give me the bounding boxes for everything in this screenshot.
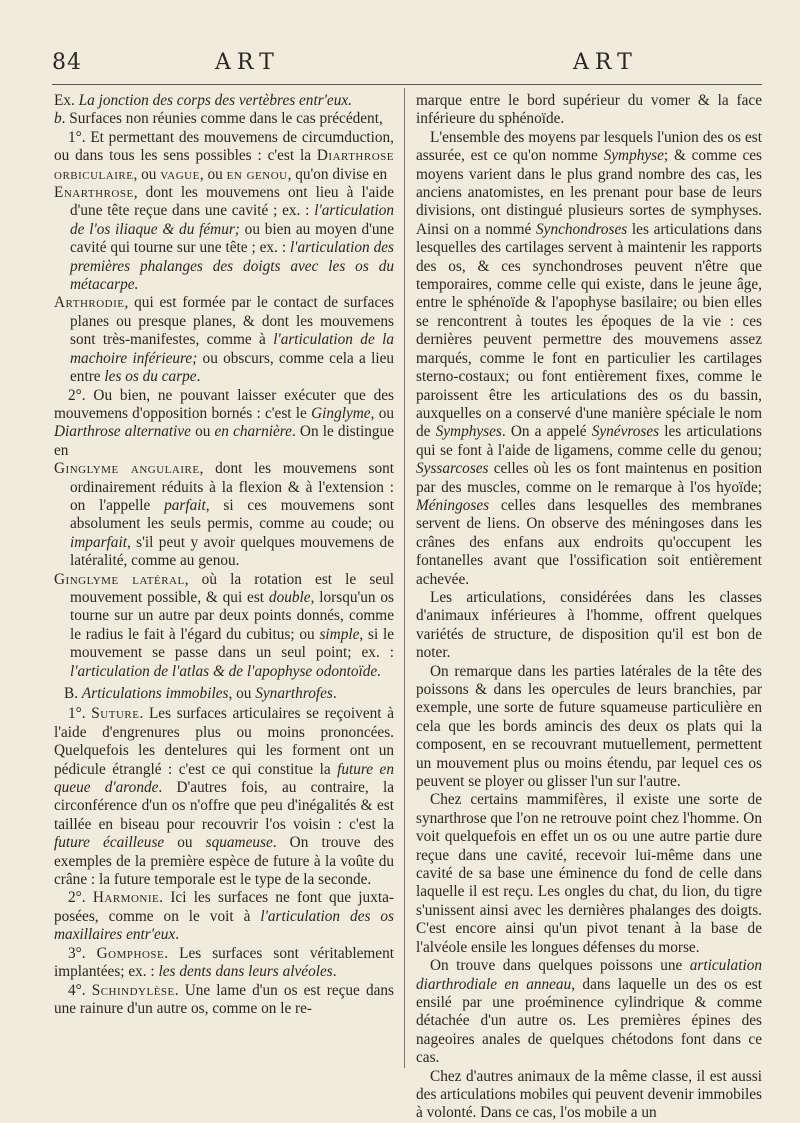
text-run: Les articulations, considérées dans les classes d'animaux inférieures à l'homme, offrent quelques variétés de structure, de disposition qu'il est bon de noter. [416,588,762,662]
text-run: L'ensemble des moyens par lesquels l'union des os est assurée, est ce qu'on nomme [416,128,762,165]
text-run: . [175,926,180,944]
text-run: Ex. [54,92,79,109]
text-run: ou obscurs, comme cela a lieu entre [70,349,395,386]
paragraph [54,294,394,386]
paragraph [54,387,394,461]
text-run: , qui est formée par le contact de surfaces planes ou presque planes, & dont les mouvemens sont très-manifestes, comme à [70,294,394,349]
text-run: . [332,963,337,981]
text-run: , ou [370,404,394,422]
italic-text: l'articulation de l'atlas & de l'apophyse odontoïde. [70,662,382,680]
text-run: . On le distingue en [54,423,394,459]
paragraph [54,982,394,1019]
term-heading: Enarthrose [54,184,134,202]
italic-text: future écailleuse [54,834,165,852]
text-run: . Ici les surfaces ne font que juxta-posées, comme on le voit à [54,889,394,925]
text-run: Chez certains mammifères, il existe une sorte de synarthrose que l'on ne retrouve point chez l'homme. On voit quelquefois en effet un os ou une autre partie dure reçue dans une cavité, recevoir lui-même dans une cavité de sa base une éminence du fond de celle dans laquelle il est reçu. Les ongles du chat, du lion, du tigre s'unissent ainsi avec les dernières phalanges des doigts. C'est encore ainsi qu'un pivot tenant à la base de l'alvéole ensile les longues défenses du morse. [416,791,762,956]
page-number: 84 [52,50,82,75]
italic-text: Synchondroses [536,220,628,238]
text-run: . Les surfaces articulaires se reçoivent à l'aide d'engrenures plus ou moins prononcées. Quelquefois les dentelures qui les forment ont un pédicule étranglé : c'est ce qui constitue la [54,705,394,778]
left-column [54,92,394,1018]
text-run: celles dans lesquelles des membranes servent de liens. On observe des méningoses dans les crânes des enfans aux endroits qu'occupent les fontanelles avant que l'ossification soit entièrement achevée. [416,496,762,588]
italic-text: les os du carpe [104,368,197,386]
text-run: 2°. Ou bien, ne pouvant laisser exécuter que des mouvemens d'opposition bornés : c'est le [54,386,394,422]
term-heading: Suture [91,705,140,723]
italic-text: Symphyses [435,423,502,441]
term-heading: Schindylèse [91,981,175,999]
italic-text: imparfait [70,533,127,551]
italic-text: b [54,110,62,128]
text-run: les articulations qui se font à l'aide de ligamens, comme celle du genou; [416,423,762,459]
text-run: 1°. [68,705,92,723]
text-run: . [196,368,201,386]
italic-text: Symphyse [603,147,664,165]
italic-text: articulation diarthrodiale en anneau [416,957,762,993]
text-run: , ou [228,685,256,702]
italic-text: Synarthrofes [255,685,333,702]
text-run: ou [164,834,206,852]
italic-text: Synévroses [591,423,660,441]
paragraph [54,571,394,681]
text-run: , s'il peut y avoir quelques mouvemens de latéralité, comme au genou. [70,533,394,570]
italic-text: Ginglyme [311,404,371,422]
text-run: marque entre le bord supérieur du vomer & la face inférieure du sphénoïde. [416,92,762,128]
italic-text: les dents dans leurs alvéoles [158,963,333,981]
text-run: . D'autres fois, au contraire, la circonférence d'un os n'offre que peu d'inégalités & est taillée en biseau pour recouvrir l'os voisin : c'est la [54,779,394,833]
italic-text: La jonction des corps des vertèbres entr'eux. [78,92,352,109]
term-heading: Arthrodie [54,294,125,312]
running-title-right: ART [573,50,638,75]
paragraph [416,92,762,129]
italic-text: Articulations immobiles [81,685,229,702]
italic-text: l'articulation de l'os iliaque & du fémur; [70,202,394,238]
text-run: On remarque dans les parties latérales de la tête des poissons & dans les opercules de leurs branchies, par exemple, une sorte de future squameuse particulière en cela que les bords amincis des deux os plats qui la composent, en se recouvrant mutuellement, permettent un mouvement plus ou moins étendu, par lequel ces os peuvent se ployer ou glisser l'un sur l'autre. [416,662,762,791]
column-divider [404,88,405,1068]
paragraph [416,129,762,589]
text-run: ; & comme ces moyens varient dans le plus grand nombre des cas, les anciens anatomistes, en les prenant pour base de leurs divisions, ont distingué plusieurs sortes de symphyses. Ainsi on a nommé [416,147,762,238]
text-run: , si le mouvement se passe dans un seul point; ex. : [70,625,395,662]
text-run: On trouve dans quelques poissons une [430,957,690,975]
text-run: , dont les mouvemens ont lieu à l'aide d'une tête reçue dans une cavité ; ex. : [70,184,394,220]
paragraph [54,184,394,294]
text-run: 2°. [68,889,93,907]
italic-text: double [268,588,311,606]
paragraph [54,92,394,110]
text-run: , où la rotation est le seul mouvement possible, & qui est [70,570,395,606]
text-run: , dont les mouvemens sont ordinairement réduits à la flexion & à l'extension : on l'appelle [70,460,394,514]
text-run: 1°. Et permettant des mouvemens de circumduction, ou dans tous les sens possibles : c'est la [54,128,394,165]
text-run: . On trouve des exemples de la première espèce de future à la voûte du crâne : la future temporale est le type de la seconde. [54,834,394,889]
paragraph [416,589,762,663]
paragraph [54,110,394,128]
text-run: 3°. [68,944,97,962]
text-run: les articulations dans lesquelles des cartilages servent à maintenir les rapports des os, & ces synchondroses peuvent n'être que temporaires, comme celle qui existe, dans le jeune âge, entre le sphénoïde & l'apophyse basilaire; ou bien elles se rencontrent à toutes les époques de la vie : ces dernières peuvent permettre des mouvemens assez marqués, comme le font en particulier les cartilages sterno-costaux; ou font entièrement fixes, comme le paroissent être les articulations des os du bassin, auxquelles on a conservé d'une manière spéciale le nom de [416,220,762,441]
italic-text: l'articulation des premières phalanges des doigts avec les os du métacarpe. [70,239,394,294]
paragraph [54,945,394,982]
right-column [416,92,762,1123]
paragraph [54,129,394,184]
text-run: ou bien au moyen d'une cavité qui tourne sur une tête ; ex. : [70,220,394,257]
term-heading: Ginglyme latéral [54,570,185,588]
italic-text: simple [319,625,360,643]
term-heading: en genou [226,165,288,183]
paragraph [416,663,762,792]
term-heading: Ginglyme angulaire [54,460,200,478]
text-run: , lorsqu'un os tourne sur un autre par deux points donnés, comme le radius le fait à l'égard du cubitus; ou [70,588,394,643]
text-run: , ou [133,165,161,183]
paragraph [54,705,394,889]
text-run: . Surfaces non réunies comme dans le cas précédent, [61,110,383,128]
text-run: , si ces mouvemens sont absolument les seuls permis, comme au coude; ou [70,496,395,533]
text-run: ou [190,423,215,441]
text-run: , qu'on divise en [287,165,388,183]
term-heading: Gomphose [96,944,165,962]
italic-text: l'articulation des os maxillaires entr'eux [54,907,394,944]
paragraph [54,460,394,570]
paragraph [416,791,762,957]
italic-text: Diarthrose alternative [54,423,191,441]
paragraph [54,685,394,703]
text-run: 4°. [68,981,92,999]
paragraph [54,889,394,944]
term-heading: vague [160,165,200,183]
text-run: . [332,685,337,702]
text-run: Chez d'autres animaux de la même classe, il est aussi des articulations mobiles qui peuvent devenir immobiles à volonté. Dans ce cas, l'os mobile a un [416,1067,762,1122]
italic-text: Méningoses [416,496,490,514]
text-run: B. [64,685,82,702]
header-rule [52,84,762,85]
italic-text: future en queue d'aronde [54,760,394,797]
text-run: . Les surfaces sont véritablement implantées; ex. : [54,944,394,981]
text-run: . On a appelé [501,423,592,441]
italic-text: squameuse [205,834,273,852]
italic-text: parfait [164,496,206,514]
italic-text: Syssarcoses [416,460,489,478]
text-run: , dans laquelle un des os est ensilé par une proéminence cylindrique & comme détachée d'un autre os. Les premières épines des nageoires anales de quelques chétodons font dans ce cas. [416,975,762,1067]
term-heading: Diarthrose orbiculaire [54,147,394,183]
text-run: celles où les os font maintenus en position par des muscles, comme on le remarque à l'os hyoïde; [416,460,762,496]
running-title-left: ART [215,50,280,75]
paragraph [416,1068,762,1123]
paragraph [416,957,762,1067]
text-run: , ou [199,165,227,183]
text-run: . Une lame d'un os est reçue dans une rainure d'un autre os, comme on le re- [54,981,394,1017]
italic-text: en charnière [214,423,292,441]
italic-text: l'articulation de la machoire inférieure; [70,331,395,367]
term-heading: Harmonie [92,889,160,907]
